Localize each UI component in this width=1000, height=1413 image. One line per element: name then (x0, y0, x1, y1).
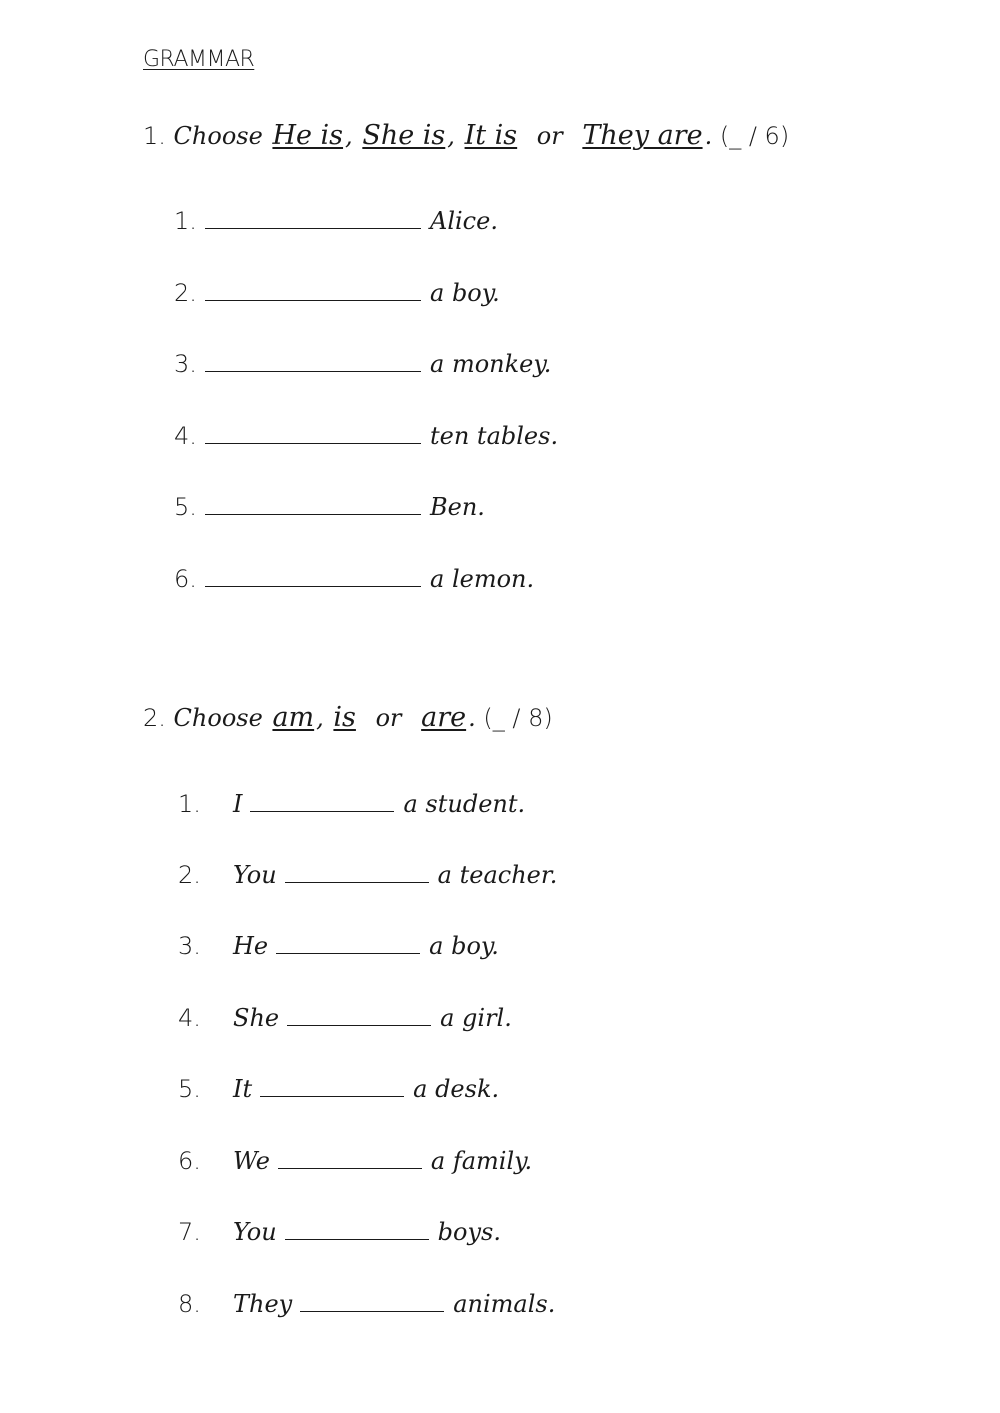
answer-blank[interactable] (205, 564, 421, 587)
answer-blank[interactable] (278, 1146, 422, 1169)
answer-blank[interactable] (287, 1003, 431, 1026)
item-subject: It (233, 1075, 253, 1103)
section1-option-she-is: She is (362, 120, 446, 151)
section1-item (174, 338, 551, 378)
item-text: boys. (437, 1218, 501, 1246)
item-subject: You (233, 1218, 277, 1246)
item-number: 7. (178, 1218, 201, 1246)
section2-option-am: am (272, 702, 315, 733)
section1-item (174, 481, 485, 521)
item-text: Ben. (430, 493, 485, 521)
section2-item (178, 920, 499, 960)
section2-option-are: are (421, 702, 467, 733)
item-number: 2. (178, 861, 201, 889)
item-subject: We (233, 1147, 270, 1175)
item-text: a student. (403, 790, 526, 818)
section1-item (174, 195, 498, 235)
item-number: 6. (178, 1147, 201, 1175)
item-text: a monkey. (430, 350, 552, 378)
item-subject: I (233, 790, 243, 818)
item-text: Alice. (430, 207, 498, 235)
item-number: 1. (174, 207, 197, 235)
item-number: 3. (178, 932, 201, 960)
item-text: a desk. (413, 1075, 500, 1103)
item-number: 3. (174, 350, 197, 378)
answer-blank[interactable] (205, 206, 421, 229)
item-text: animals. (453, 1290, 556, 1318)
section2-item (178, 849, 557, 889)
item-number: 5. (178, 1075, 201, 1103)
section2-item (178, 1135, 532, 1175)
item-text: a boy. (429, 932, 499, 960)
item-number: 4. (178, 1004, 201, 1032)
item-number: 8. (178, 1290, 201, 1318)
answer-blank[interactable] (205, 421, 421, 444)
page-title: GRAMMAR (143, 47, 255, 72)
section1-separator: , (345, 122, 353, 150)
item-number: 4. (174, 422, 197, 450)
section2-instruction (143, 702, 553, 733)
section2-item (178, 1206, 501, 1246)
item-number: 2. (174, 279, 197, 307)
item-number: 6. (174, 565, 197, 593)
item-text: a teacher. (437, 861, 558, 889)
section2-item (178, 1278, 555, 1318)
section1-end: . (704, 122, 713, 150)
section2-separator: , (316, 704, 324, 732)
answer-blank[interactable] (205, 492, 421, 515)
section1-or-word: or (536, 122, 563, 150)
item-text: a boy. (430, 279, 500, 307)
section1-item (174, 553, 534, 593)
section2-item (178, 1063, 499, 1103)
item-subject: They (233, 1290, 293, 1318)
section1-instruction (143, 120, 789, 151)
section2-lead: Choose (173, 704, 263, 732)
section2-end: . (468, 704, 476, 732)
answer-blank[interactable] (205, 349, 421, 372)
item-text: a lemon. (430, 565, 535, 593)
section1-option-they-are: They are (582, 120, 703, 151)
section1-lead: Choose (173, 122, 263, 150)
section2-number: 2. (143, 704, 166, 732)
answer-blank[interactable] (285, 1217, 429, 1240)
item-number: 5. (174, 493, 197, 521)
section2-score: (_ / 8) (483, 704, 553, 732)
item-subject: She (233, 1004, 280, 1032)
section1-item (174, 267, 500, 307)
item-subject: He (233, 932, 269, 960)
section1-option-it-is: It is (464, 120, 518, 151)
section2-or-word: or (375, 704, 402, 732)
answer-blank[interactable] (300, 1289, 444, 1312)
section2-option-is: is (333, 702, 356, 733)
section1-score: (_ / 6) (719, 122, 790, 150)
answer-blank[interactable] (260, 1074, 404, 1097)
section1-item (174, 410, 558, 450)
item-subject: You (233, 861, 277, 889)
item-text: a family. (430, 1147, 533, 1175)
answer-blank[interactable] (205, 278, 421, 301)
section2-item (178, 992, 512, 1032)
item-text: a girl. (440, 1004, 512, 1032)
answer-blank[interactable] (285, 860, 429, 883)
section1-separator: , (447, 122, 455, 150)
section1-number: 1. (143, 122, 166, 150)
section1-option-he-is: He is (272, 120, 344, 151)
item-number: 1. (178, 790, 201, 818)
answer-blank[interactable] (276, 931, 420, 954)
answer-blank[interactable] (250, 789, 394, 812)
section2-item (178, 778, 525, 818)
item-text: ten tables. (430, 422, 559, 450)
